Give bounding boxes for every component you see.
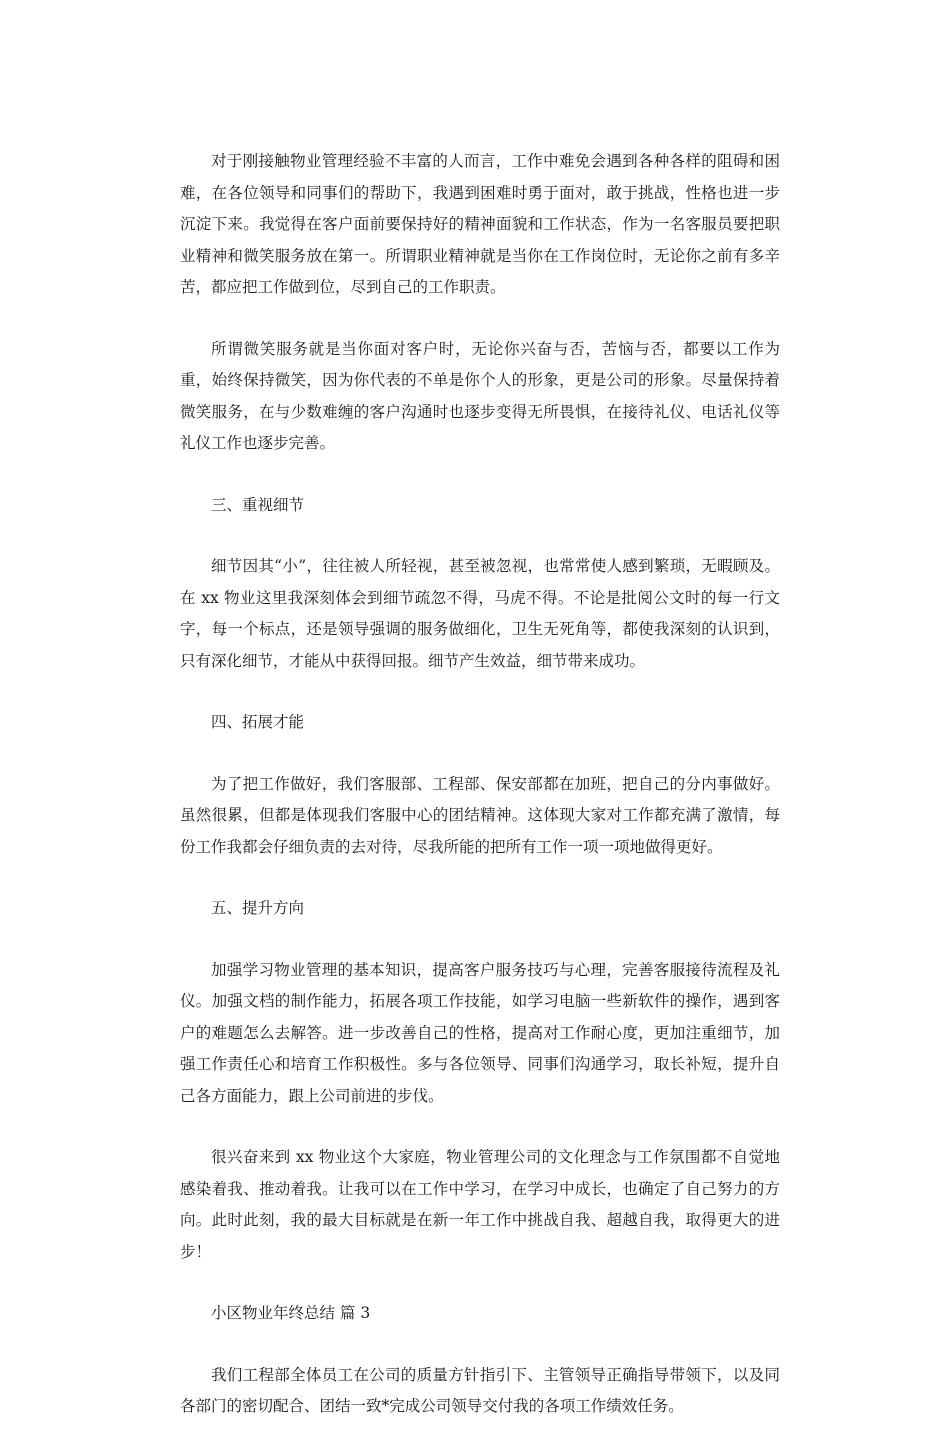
paragraph: 我们工程部全体员工在公司的质量方针指引下、主管领导正确指导带领下，以及同各部门的密切配合、团结一致*完成公司领导交付我的各项工作绩效任务。 xyxy=(180,1365,780,1415)
document-body xyxy=(180,146,780,1453)
section-heading: 五、提升方向 xyxy=(211,899,305,917)
paragraph: 为了把工作做好，我们客服部、工程部、保安部都在加班，把自己的分内事做好。虽然很累，但都是体现我们客服中心的团结精神。这体现大家对工作都充满了激情，每份工作我都会仔细负责的去对待，尽我所能的把所有工作一项一项地做得更好。 xyxy=(180,774,780,856)
paragraph: 所谓微笑服务就是当你面对客户时，无论你兴奋与否，苦恼与否，都要以工作为重，始终保持微笑，因为你代表的不单是你个人的形象，更是公司的形象。尽量保持着微笑服务，在与少数难缠的客户沟通时也逐步变得无所畏惧，在接待礼仪、电话礼仪等礼仪工作也逐步完善。 xyxy=(180,339,780,452)
section-heading: 四、拓展才能 xyxy=(211,713,305,731)
paragraph: 对于刚接触物业管理经验不丰富的人而言，工作中难免会遇到各种各样的阻碍和困难，在各位领导和同事们的帮助下，我遇到困难时勇于面对，敢于挑战，性格也进一步沉淀下来。我觉得在客户面前要保持好的精神面貌和工作状态，作为一名客服员要把职业精神和微笑服务放在第一。所谓职业精神就是当你在工作岗位时，无论你之前有多辛苦，都应把工作做到位，尽到自己的工作职责。 xyxy=(180,152,780,296)
section-heading: 三、重视细节 xyxy=(211,495,305,514)
section-heading: 小区物业年终总结 篇 3 xyxy=(211,1304,371,1322)
paragraph: 细节因其“小”，往往被人所轻视，甚至被忽视，也常常使人感到繁琐，无暇顾及。在 xx 物业这里我深刻体会到细节疏忽不得，马虎不得。不论是批阅公文时的每一行文字，每一个标点，还是领导强调的服务做细化，卫生无死角等，都使我深刻的认识到，只有深化细节，才能从中获得回报。细节产生效益，细节带来成功。 xyxy=(180,557,780,670)
paragraph: 加强学习物业管理的基本知识，提高客户服务技巧与心理，完善客服接待流程及礼仪。加强文档的制作能力，拓展各项工作技能，如学习电脑一些新软件的操作，遇到客户的难题怎么去解答。进一步改善自己的性格，提高对工作耐心度，更加注重细节，加强工作责任心和培育工作积极性。多与各位领导、同事们沟通学习，取长补短，提升自己各方面能力，跟上公司前进的步伐。 xyxy=(180,960,780,1105)
paragraph: 很兴奋来到 xx 物业这个大家庭，物业管理公司的文化理念与工作氛围都不自觉地感染着我、推动着我。让我可以在工作中学习，在学习中成长，也确定了自己努力的方向。此时此刻，我的最大目标就是在新一年工作中挑战自我、超越自我，取得更大的进步！ xyxy=(180,1148,780,1261)
